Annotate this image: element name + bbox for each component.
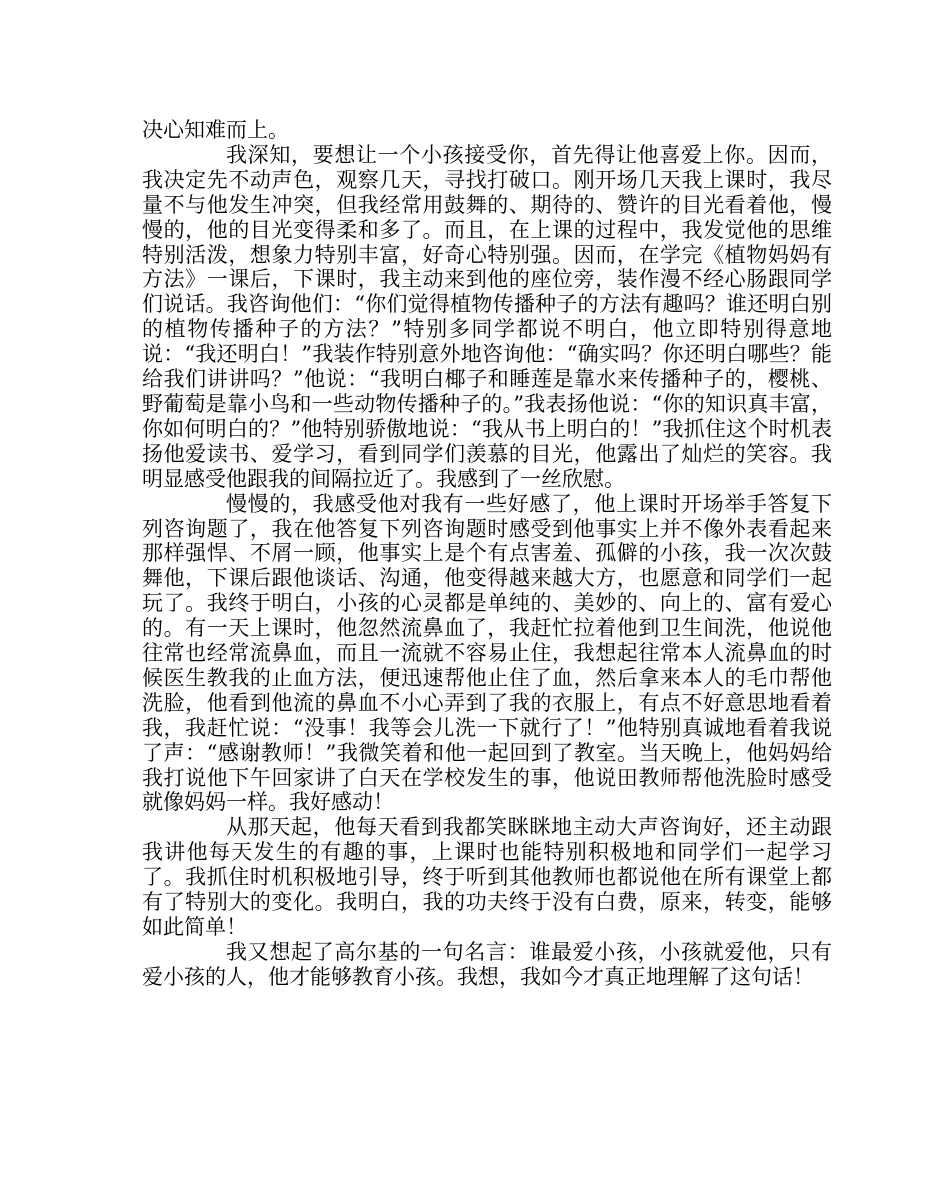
document-body [142,118,832,990]
paragraph-5: 我又想起了高尔基的一句名言：谁最爱小孩，小孩就爱他，只有爱小孩的人，他才能够教育小孩。我想，我如今才真正地理解了这句话！ [142,939,832,989]
paragraph-4: 从那天起，他每天看到我都笑眯眯地主动大声咨询好，还主动跟我讲他每天发生的有趣的事，上课时也能特别积极地和同学们一起学习了。我抓住时机积极地引导，终于听到其他教师也都说他在所有课堂上都有了特别大的变化。我明白，我的功夫终于没有白费，原来，转变，能够如此简单！ [142,815,832,939]
paragraph-3: 慢慢的，我感受他对我有一些好感了，他上课时开场举手答复下列咨询题了，我在他答复下列咨询题时感受到他事实上并不像外表看起来那样强悍、不屑一顾，他事实上是个有点害羞、孤僻的小孩，我一次次鼓舞他，下课后跟他谈话、沟通，他变得越来越大方，也愿意和同学们一起玩了。我终于明白，小孩的心灵都是单纯的、美妙的、向上的、富有爱心的。有一天上课时，他忽然流鼻血了，我赶忙拉着他到卫生间洗，他说他往常也经常流鼻血，而且一流就不容易止住，我想起往常本人流鼻血的时候医生教我的止血方法，便迅速帮他止住了血，然后拿来本人的毛巾帮他洗脸，他看到他流的鼻血不小心弄到了我的衣服上，有点不好意思地看着我，我赶忙说：“没事！我等会儿洗一下就行了！”他特别真诚地看着我说了声：“感谢教师！”我微笑着和他一起回到了教室。当天晚上，他妈妈给我打说他下午回家讲了白天在学校发生的事，他说田教师帮他洗脸时感受就像妈妈一样。我好感动！ [142,491,832,815]
paragraph-2: 我深知，要想让一个小孩接受你，首先得让他喜爱上你。因而，我决定先不动声色，观察几天，寻找打破口。刚开场几天我上课时，我尽量不与他发生冲突，但我经常用鼓舞的、期待的、赞许的目光看着他，慢慢的，他的目光变得柔和多了。而且，在上课的过程中，我发觉他的思维特别活泼，想象力特别丰富，好奇心特别强。因而，在学完《植物妈妈有方法》一课后，下课时，我主动来到他的座位旁，装作漫不经心肠跟同学们说话。我咨询他们：“你们觉得植物传播种子的方法有趣吗？谁还明白别的植物传播种子的方法？”特别多同学都说不明白，他立即特别得意地说：“我还明白！”我装作特别意外地咨询他：“确实吗？你还明白哪些？能给我们讲讲吗？”他说：“我明白椰子和睡莲是靠水来传播种子的，樱桃、野葡萄是靠小鸟和一些动物传播种子的。”我表扬他说：“你的知识真丰富，你如何明白的？”他特别骄傲地说：“我从书上明白的！”我抓住这个时机表扬他爱读书、爱学习，看到同学们羡慕的目光，他露出了灿烂的笑容。我明显感受他跟我的间隔拉近了。我感到了一丝欣慰。 [142,142,832,491]
paragraph-1: 决心知难而上。 [142,118,289,142]
